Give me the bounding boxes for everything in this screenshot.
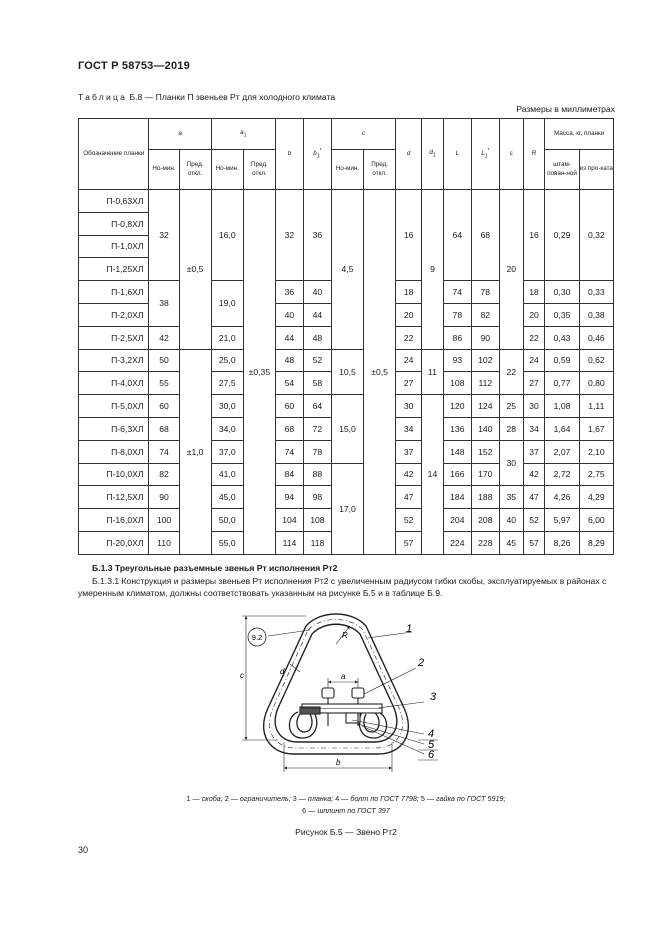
legend-item: 5 — гайка по ГОСТ 5919; — [420, 794, 506, 803]
table-caption-text: Б.8 — Планки П звеньев Рт для холодного климата — [127, 92, 336, 102]
legend-line-2 — [78, 805, 614, 817]
cell-b: 60 — [275, 395, 303, 418]
plank-name: П-1,6ХЛ — [79, 281, 149, 304]
cell-mass-rolled: 4,29 — [579, 486, 613, 509]
cell-L1: 68 — [471, 190, 499, 281]
cell-s: 40 — [499, 509, 523, 532]
cell-mass-stamped: 2,72 — [545, 463, 579, 486]
cell-R: 42 — [523, 463, 545, 486]
inner-bends — [289, 712, 386, 738]
callout-2: 2 — [418, 657, 425, 669]
cell-L: 120 — [443, 395, 471, 418]
link-drawing-svg — [238, 612, 456, 777]
cell-d1: 11 — [422, 349, 444, 395]
table-caption — [78, 92, 335, 102]
cell-mass-rolled: 0,33 — [579, 281, 613, 304]
cell-b: 40 — [275, 303, 303, 326]
cell-a-nom: 82 — [149, 463, 179, 486]
col-header-a: a — [149, 119, 211, 150]
cell-b1: 44 — [303, 303, 331, 326]
cell-a1-nom: 21,0 — [211, 326, 243, 349]
cell-a-nom: 50 — [149, 349, 179, 372]
figure-legend — [78, 793, 614, 816]
col-header-mass: Масса, кг, планки — [545, 119, 614, 150]
cell-a-nom: 68 — [149, 417, 179, 440]
cell-R: 24 — [523, 349, 545, 372]
subheader-a1-nom: Но-мин. — [211, 150, 243, 190]
col-header-L: L — [443, 119, 471, 190]
cell-a1-nom: 19,0 — [211, 281, 243, 327]
cell-b1: 78 — [303, 440, 331, 463]
cell-mass-stamped: 4,26 — [545, 486, 579, 509]
cell-c-nom: 4,5 — [331, 190, 363, 350]
cell-c-nom: 17,0 — [331, 463, 363, 554]
col-header-s: s — [499, 119, 523, 190]
plank-name: П-5,0ХЛ — [79, 395, 149, 418]
cell-L1: 112 — [471, 372, 499, 395]
cell-s: 22 — [499, 349, 523, 395]
label-R: R — [342, 631, 348, 640]
plank-name: П-2,0ХЛ — [79, 303, 149, 326]
cell-L: 148 — [443, 440, 471, 463]
cell-d: 47 — [396, 486, 422, 509]
cell-b1: 64 — [303, 395, 331, 418]
label-d: d — [280, 667, 285, 676]
col-header-b1: $b_1^*$ — [303, 119, 331, 190]
legend-item: 4 — болт по ГОСТ 7798; — [335, 794, 421, 803]
cell-L: 64 — [443, 190, 471, 281]
plank-name: П-6,3ХЛ — [79, 417, 149, 440]
cell-s: 35 — [499, 486, 523, 509]
label-b: b — [336, 758, 341, 767]
cell-a1-nom: 45,0 — [211, 486, 243, 509]
cell-b: 48 — [275, 349, 303, 372]
cell-s: 25 — [499, 395, 523, 418]
cell-b1: 36 — [303, 190, 331, 281]
legend-line-1 — [78, 793, 614, 805]
cell-L1: 102 — [471, 349, 499, 372]
cell-a-nom: 74 — [149, 440, 179, 463]
cell-b: 74 — [275, 440, 303, 463]
plank-name: П-2,5ХЛ — [79, 326, 149, 349]
cell-L: 78 — [443, 303, 471, 326]
cell-L1: 90 — [471, 326, 499, 349]
standard-title: ГОСТ Р 58753—2019 — [78, 60, 190, 72]
cell-d: 30 — [396, 395, 422, 418]
cell-a1-nom: 55,0 — [211, 531, 243, 554]
cell-L: 224 — [443, 531, 471, 554]
cell-mass-stamped: 0,43 — [545, 326, 579, 349]
cell-R: 30 — [523, 395, 545, 418]
subheader-a-tol: Пред. откл. — [179, 150, 211, 190]
callout-4: 4 — [428, 728, 435, 740]
cell-mass-rolled: 1,67 — [579, 417, 613, 440]
cell-a1-nom: 30,0 — [211, 395, 243, 418]
col-header-d1: $d_1$ — [422, 119, 444, 190]
table-row — [79, 190, 614, 213]
cell-b1: 40 — [303, 281, 331, 304]
cell-a1-nom: 41,0 — [211, 463, 243, 486]
plank-name: П-1,25ХЛ — [79, 258, 149, 281]
cell-d: 57 — [396, 531, 422, 554]
cell-a1-nom: 50,0 — [211, 509, 243, 532]
cell-d1: 14 — [422, 395, 444, 555]
cell-b1: 52 — [303, 349, 331, 372]
plank-name: П-10,0ХЛ — [79, 463, 149, 486]
col-header-d: d — [396, 119, 422, 190]
cell-R: 20 — [523, 303, 545, 326]
cell-b: 84 — [275, 463, 303, 486]
callout-6: 6 — [428, 749, 435, 761]
cell-mass-stamped: 5,97 — [545, 509, 579, 532]
cell-L1: 124 — [471, 395, 499, 418]
cell-s: 30 — [499, 440, 523, 486]
cell-s: 28 — [499, 417, 523, 440]
cell-mass-stamped: 8,26 — [545, 531, 579, 554]
plank-name: П-20,0ХЛ — [79, 531, 149, 554]
cell-mass-rolled: 1,11 — [579, 395, 613, 418]
subheader-a1-tol: Пред. откл. — [243, 150, 275, 190]
cell-mass-rolled: 6,00 — [579, 509, 613, 532]
cell-R: 18 — [523, 281, 545, 304]
cell-R: 27 — [523, 372, 545, 395]
cell-b1: 58 — [303, 372, 331, 395]
cell-L: 93 — [443, 349, 471, 372]
callout-5: 5 — [428, 739, 435, 751]
label-c: c — [240, 671, 244, 680]
plank-name: П-0,8ХЛ — [79, 212, 149, 235]
cell-R: 37 — [523, 440, 545, 463]
cell-L1: 228 — [471, 531, 499, 554]
cell-s: 20 — [499, 190, 523, 350]
cell-R: 52 — [523, 509, 545, 532]
cell-mass-rolled: 0,46 — [579, 326, 613, 349]
cell-mass-rolled: 0,38 — [579, 303, 613, 326]
planks-table — [78, 118, 614, 555]
figure-drawing — [238, 612, 456, 777]
cell-d: 37 — [396, 440, 422, 463]
cell-mass-stamped: 0,29 — [545, 190, 579, 281]
cell-mass-rolled: 8,29 — [579, 531, 613, 554]
cell-R: 16 — [523, 190, 545, 281]
cell-a-nom: 60 — [149, 395, 179, 418]
cell-R: 57 — [523, 531, 545, 554]
cell-b: 54 — [275, 372, 303, 395]
cell-b: 104 — [275, 509, 303, 532]
cell-b1: 88 — [303, 463, 331, 486]
cell-d: 22 — [396, 326, 422, 349]
cell-a1-nom: 37,0 — [211, 440, 243, 463]
cell-a-nom: 55 — [149, 372, 179, 395]
cell-d: 27 — [396, 372, 422, 395]
subheader-mass-stamped: штам-пован-ной — [545, 150, 579, 190]
plank-name: П-1,0ХЛ — [79, 235, 149, 258]
figure-caption: Рисунок Б.5 — Звено Рт2 — [295, 827, 397, 837]
cell-c-tol: ±0,5 — [364, 190, 396, 555]
cell-s: 45 — [499, 531, 523, 554]
cell-L: 108 — [443, 372, 471, 395]
cell-L1: 152 — [471, 440, 499, 463]
col-header-a1: $a_1$ — [211, 119, 275, 150]
cell-mass-stamped: 0,77 — [545, 372, 579, 395]
col-header-L1: $L_1^*$ — [471, 119, 499, 190]
shackle-shape — [264, 614, 409, 754]
cell-mass-rolled: 2,10 — [579, 440, 613, 463]
cell-b1: 98 — [303, 486, 331, 509]
cell-mass-stamped: 1,08 — [545, 395, 579, 418]
cell-a-tol: ±0,5 — [179, 190, 211, 350]
plank-name: П-4,0ХЛ — [79, 372, 149, 395]
col-header-c: c — [331, 119, 395, 150]
dimension-lines — [242, 616, 438, 772]
label-92: 9.2 — [251, 633, 263, 642]
cell-b1: 118 — [303, 531, 331, 554]
legend-item: 2 — ограничитель; — [224, 794, 293, 803]
col-header-name: Обозначение планки — [79, 119, 149, 190]
cell-mass-stamped: 1,64 — [545, 417, 579, 440]
callout-3: 3 — [430, 691, 437, 703]
cell-mass-rolled: 0,62 — [579, 349, 613, 372]
legend-item: 1 — скоба; — [186, 794, 225, 803]
cell-mass-rolled: 2,75 — [579, 463, 613, 486]
cell-d: 34 — [396, 417, 422, 440]
cell-L1: 170 — [471, 463, 499, 486]
cell-mass-rolled: 0,32 — [579, 190, 613, 281]
cell-a1-tol: ±0,35 — [243, 190, 275, 555]
cell-R: 47 — [523, 486, 545, 509]
cell-L1: 188 — [471, 486, 499, 509]
cell-b1: 108 — [303, 509, 331, 532]
plank-name: П-16,0ХЛ — [79, 509, 149, 532]
legend-item: 3 — планка; — [292, 794, 336, 803]
cell-b: 114 — [275, 531, 303, 554]
cell-mass-stamped: 0,30 — [545, 281, 579, 304]
section-paragraph: Б.1.3.1 Конструкция и размеры звеньев Рт исполнения Рт2 с увеличенным радиусом гибки скобы, эксплуатируемых в районах с умеренным климатом, должны соответствовать указанным на рисунке Б.5 и в таблице Б.9. — [78, 576, 607, 599]
cell-L: 136 — [443, 417, 471, 440]
cell-a-nom: 110 — [149, 531, 179, 554]
cell-c-nom: 10,5 — [331, 349, 363, 395]
cell-mass-rolled: 0,80 — [579, 372, 613, 395]
cell-R: 34 — [523, 417, 545, 440]
plank-name: П-12,5ХЛ — [79, 486, 149, 509]
cell-b: 44 — [275, 326, 303, 349]
cell-a-nom: 42 — [149, 326, 179, 349]
col-header-b: b — [275, 119, 303, 190]
cell-c-nom: 15,0 — [331, 395, 363, 463]
table-caption-word: Таблица — [78, 92, 128, 102]
cell-L: 184 — [443, 486, 471, 509]
units-note: Размеры в миллиметрах — [516, 104, 615, 114]
table-row — [79, 463, 614, 486]
cell-b1: 72 — [303, 417, 331, 440]
subheader-c-nom: Но-мин. — [331, 150, 363, 190]
cell-d: 42 — [396, 463, 422, 486]
label-a: a — [341, 672, 346, 681]
cell-d: 18 — [396, 281, 422, 304]
legend-item: 6 — шплинт по ГОСТ 397 — [302, 805, 390, 815]
cell-a-nom: 38 — [149, 281, 179, 327]
plank-name: П-0,63ХЛ — [79, 190, 149, 213]
cell-L1: 82 — [471, 303, 499, 326]
cell-a-nom: 90 — [149, 486, 179, 509]
cell-L: 204 — [443, 509, 471, 532]
cell-b: 94 — [275, 486, 303, 509]
cell-R: 22 — [523, 326, 545, 349]
cell-a1-nom: 25,0 — [211, 349, 243, 372]
cell-L: 166 — [443, 463, 471, 486]
table-row — [79, 395, 614, 418]
cell-b1: 48 — [303, 326, 331, 349]
section-heading: Б.1.3 Треугольные разъемные звенья Рт исполнения Рт2 — [92, 563, 338, 573]
cell-L1: 208 — [471, 509, 499, 532]
col-header-R: R — [523, 119, 545, 190]
callout-1: 1 — [406, 623, 413, 635]
cell-d: 20 — [396, 303, 422, 326]
subheader-mass-rolled: из про-ката — [579, 150, 613, 190]
cell-b: 68 — [275, 417, 303, 440]
cell-mass-stamped: 0,59 — [545, 349, 579, 372]
cell-L: 74 — [443, 281, 471, 304]
cell-L: 86 — [443, 326, 471, 349]
cell-d: 24 — [396, 349, 422, 372]
page-number: 30 — [78, 845, 89, 855]
cell-d1: 9 — [422, 190, 444, 350]
cell-a-tol: ±1,0 — [179, 349, 211, 554]
plank-name: П-3,2ХЛ — [79, 349, 149, 372]
cell-a1-nom: 34,0 — [211, 417, 243, 440]
cell-d: 52 — [396, 509, 422, 532]
subheader-a-nom: Но-мин. — [149, 150, 179, 190]
cell-d: 16 — [396, 190, 422, 281]
cell-b: 36 — [275, 281, 303, 304]
cell-L1: 78 — [471, 281, 499, 304]
cell-mass-stamped: 2,07 — [545, 440, 579, 463]
subheader-c-tol: Пред. откл. — [364, 150, 396, 190]
cell-a1-nom: 16,0 — [211, 190, 243, 281]
cell-a1-nom: 27,5 — [211, 372, 243, 395]
cell-a-nom: 100 — [149, 509, 179, 532]
cell-L1: 140 — [471, 417, 499, 440]
table-row — [79, 349, 614, 372]
cell-mass-stamped: 0,35 — [545, 303, 579, 326]
plank-name: П-8,0ХЛ — [79, 440, 149, 463]
cell-a-nom: 32 — [149, 190, 179, 281]
cell-b: 32 — [275, 190, 303, 281]
